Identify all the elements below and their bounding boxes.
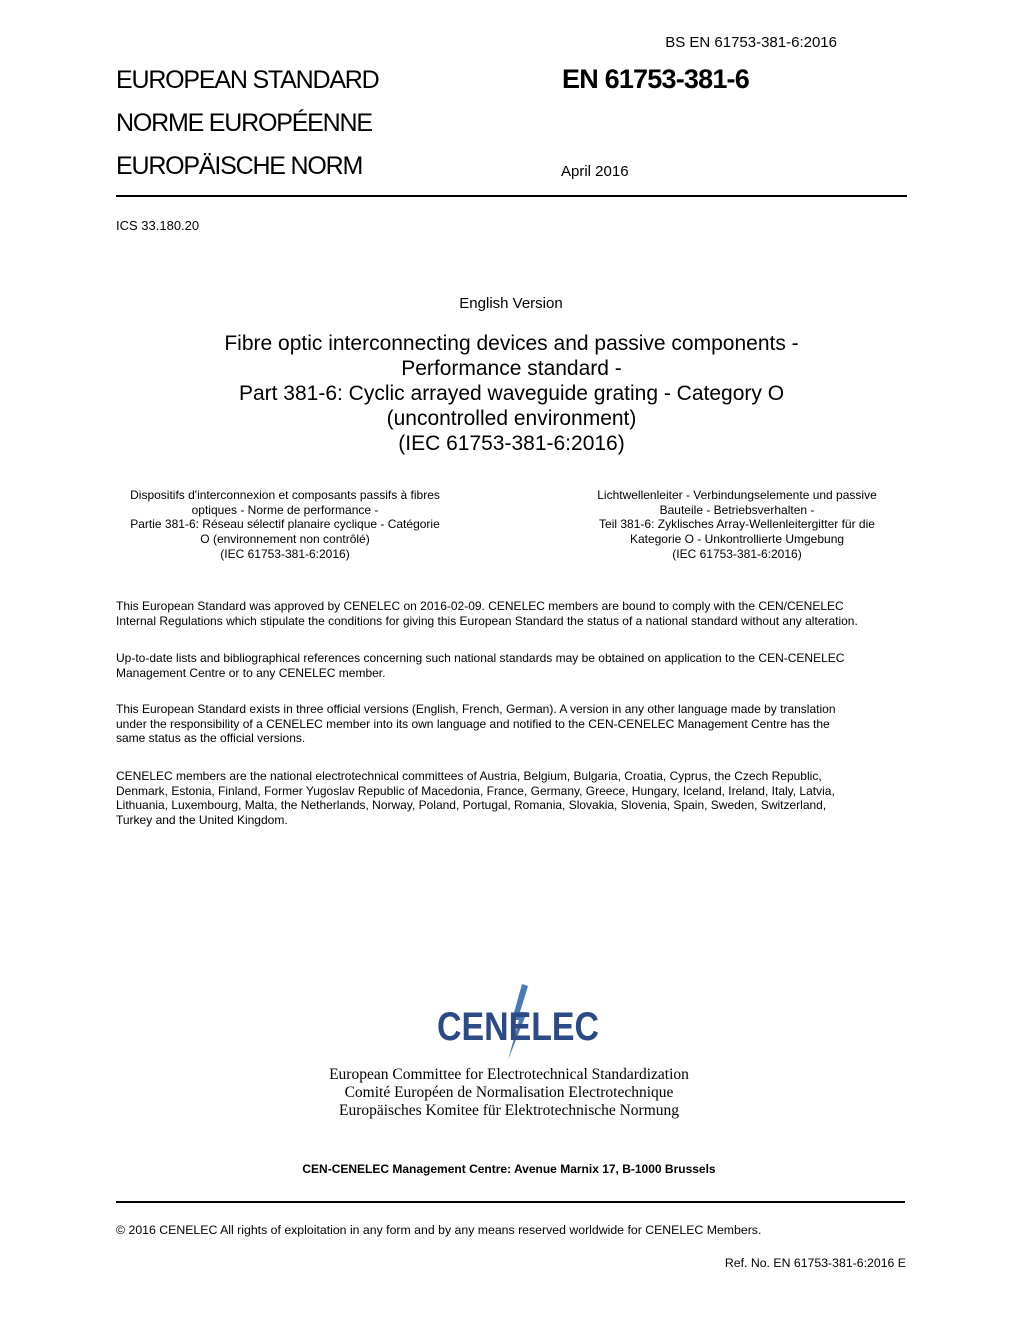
title-english: EUROPEAN STANDARD bbox=[116, 66, 379, 94]
standard-number: EN 61753-381-6 bbox=[562, 64, 749, 94]
top-divider bbox=[116, 195, 907, 197]
main-title-line: (IEC 61753-381-6:2016) bbox=[398, 432, 625, 455]
main-title bbox=[116, 331, 907, 456]
paragraph-line: under the responsibility of a CENELEC member into its own language and notified to the CEN-CENELEC Management Centre has the bbox=[116, 716, 830, 731]
paragraph-line: This European Standard was approved by CENELEC on 2016-02-09. CENELEC members are bound to comply with the CEN/CENELEC bbox=[116, 599, 844, 613]
title-french: NORME EUROPÉENNE bbox=[116, 109, 372, 137]
german-title-line: (IEC 61753-381-6:2016) bbox=[672, 546, 802, 561]
paragraph-line: Management Centre or to any CENELEC member. bbox=[116, 665, 386, 680]
committee-name-german: Europäisches Komitee für Elektrotechnische Normung bbox=[338, 1102, 680, 1119]
french-title-line: optiques - Norme de performance - bbox=[191, 502, 379, 517]
french-title-line: Dispositifs d'interconnexion et composants passifs à fibres bbox=[130, 488, 440, 502]
french-title-line: Partie 381-6: Réseau sélectif planaire cyclique - Catégorie bbox=[130, 517, 440, 532]
main-title-line: Fibre optic interconnecting devices and passive components - bbox=[224, 332, 799, 355]
main-title-line: Part 381-6: Cyclic arrayed waveguide grating - Category O bbox=[238, 382, 785, 405]
paragraph-line: Up-to-date lists and bibliographical references concerning such national standards may be obtained on application to the CEN-CENELEC bbox=[116, 651, 845, 665]
ics-code: ICS 33.180.20 bbox=[116, 218, 200, 233]
paragraph-line: same status as the official versions. bbox=[116, 731, 306, 746]
paragraph-line: Turkey and the United Kingdom. bbox=[116, 813, 288, 828]
references-paragraph bbox=[116, 651, 911, 680]
french-title-line: (IEC 61753-381-6:2016) bbox=[220, 546, 350, 561]
copyright-notice: © 2016 CENELEC All rights of exploitation in any form and by any means reserved worldwide for CENELEC Members. bbox=[116, 1223, 762, 1237]
german-title-line: Lichtwellenleiter - Verbindungselemente und passive bbox=[597, 488, 877, 502]
header-reference: BS EN 61753-381-6:2016 bbox=[665, 34, 837, 51]
german-title bbox=[562, 488, 912, 562]
paragraph-line: CENELEC members are the national electrotechnical committees of Austria, Belgium, Bulgaria, Croatia, Cyprus, the Czech Republic, bbox=[116, 769, 822, 783]
cenelec-logo bbox=[428, 982, 608, 1062]
german-title-line: Kategorie O - Unkontrollierte Umgebung bbox=[629, 532, 845, 547]
approval-paragraph bbox=[116, 599, 911, 628]
paragraph-line: Denmark, Estonia, Finland, Former Yugoslav Republic of Macedonia, France, Germany, Greece, Hungary, Iceland, Ireland, Italy, Latvia, bbox=[116, 783, 835, 798]
publication-date: April 2016 bbox=[561, 163, 629, 180]
committee-names bbox=[0, 1066, 1018, 1120]
title-german: EUROPÄISCHE NORM bbox=[116, 152, 363, 180]
paragraph-line: Internal Regulations which stipulate the conditions for giving this European Standard the status of a national standard without any alteration. bbox=[116, 613, 858, 628]
committee-name-english: European Committee for Electrotechnical Standardization bbox=[329, 1066, 689, 1083]
main-title-line: Performance standard - bbox=[401, 357, 622, 380]
main-title-line: (uncontrolled environment) bbox=[386, 407, 637, 430]
logo-text: CENELEC bbox=[437, 1005, 599, 1049]
german-title-line: Teil 381-6: Zyklisches Array-Wellenleitergitter für die bbox=[599, 517, 875, 532]
bottom-divider bbox=[116, 1201, 905, 1203]
management-centre-address: CEN-CENELEC Management Centre: Avenue Marnix 17, B-1000 Brussels bbox=[302, 1162, 716, 1176]
paragraph-line: This European Standard exists in three official versions (English, French, German). A version in any other language made by translation bbox=[116, 702, 836, 716]
german-title-line: Bauteile - Betriebsverhalten - bbox=[659, 502, 815, 517]
french-title-line: O (environnement non contrôlé) bbox=[200, 532, 370, 547]
members-paragraph bbox=[116, 769, 911, 828]
french-title bbox=[110, 488, 460, 562]
versions-paragraph bbox=[116, 702, 911, 746]
reference-number: Ref. No. EN 61753-381-6:2016 E bbox=[724, 1256, 906, 1270]
paragraph-line: Lithuania, Luxembourg, Malta, the Netherlands, Norway, Poland, Portugal, Romania, Slovakia, Slovenia, Spain, Sweden, Switzerland, bbox=[116, 798, 827, 813]
committee-name-french: Comité Européen de Normalisation Electrotechnique bbox=[344, 1084, 674, 1101]
version-label: English Version bbox=[459, 295, 563, 312]
